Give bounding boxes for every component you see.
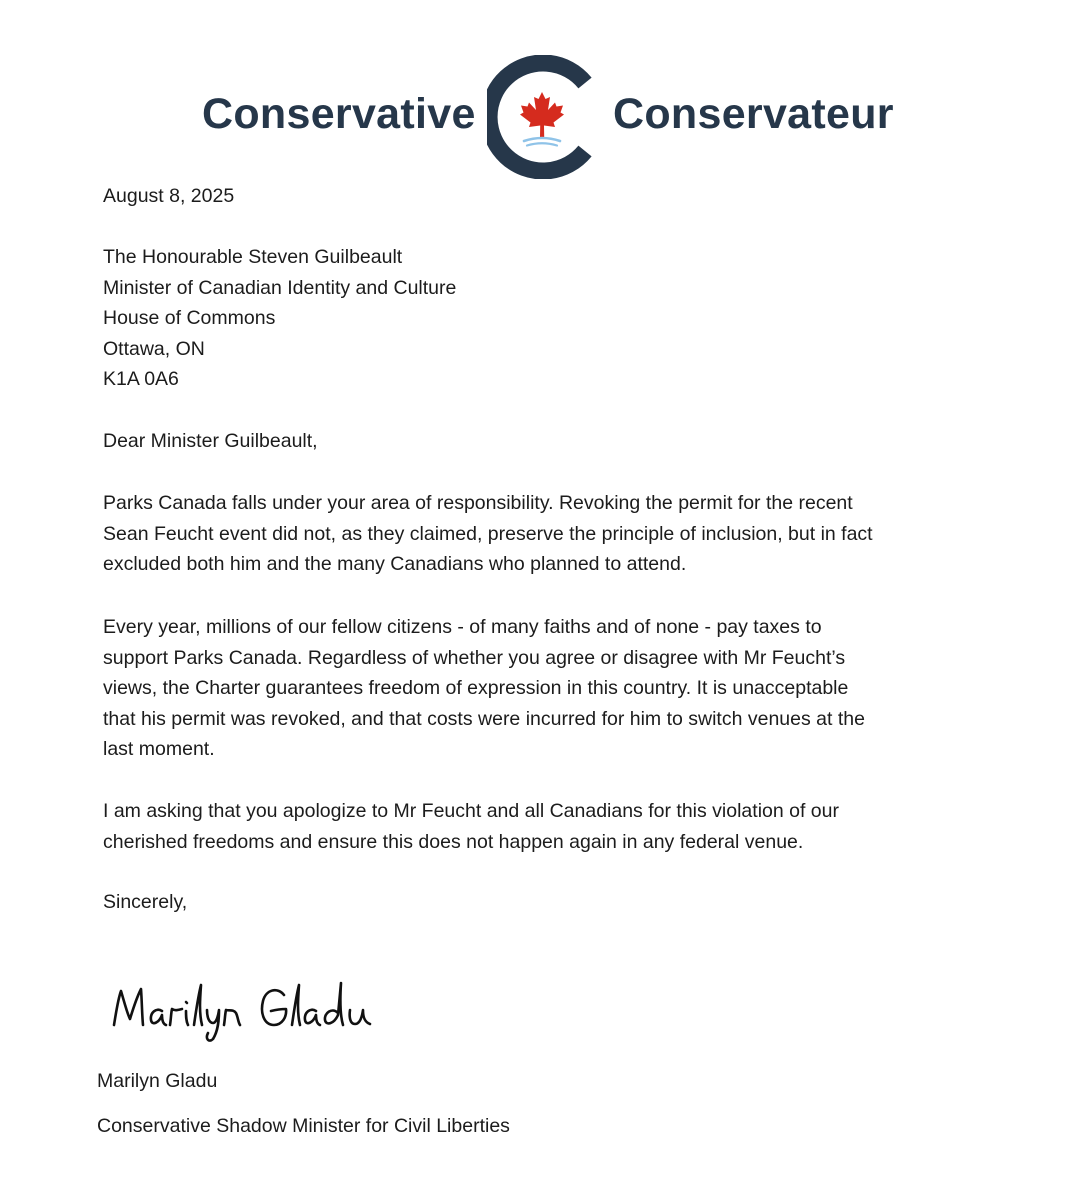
recipient-address (103, 242, 456, 395)
closing: Sincerely, (103, 891, 188, 913)
recipient-line: Ottawa, ON (103, 337, 205, 360)
signer-title: Conservative Shadow Minister for Civil Liberties (97, 1115, 510, 1137)
brand-name-english: Conservative (202, 90, 476, 138)
paragraph-line: Every year, millions of our fellow citizens - of many faiths and of none - pay taxes to (103, 616, 822, 638)
paragraph-line: I am asking that you apologize to Mr Feucht and all Canadians for this violation of our (103, 800, 839, 822)
paragraph-line: Sean Feucht event did not, as they claimed, preserve the principle of inclusion, but in fact (103, 522, 873, 545)
recipient-line: K1A 0A6 (103, 368, 179, 390)
recipient-line: House of Commons (103, 307, 276, 329)
letter-date: August 8, 2025 (103, 185, 235, 207)
paragraph-line: Parks Canada falls under your area of responsibility. Revoking the permit for the recent (103, 492, 853, 514)
paragraph-line: cherished freedoms and ensure this does not happen again in any federal venue. (103, 830, 804, 853)
paragraph-line: support Parks Canada. Regardless of whether you agree or disagree with Mr Feucht’s (103, 646, 846, 669)
paragraph-line: views, the Charter guarantees freedom of expression in this country. It is unacceptable (103, 677, 849, 699)
paragraph-line: excluded both him and the many Canadians who planned to attend. (103, 553, 687, 575)
body-paragraph-3 (103, 796, 983, 857)
signer-name: Marilyn Gladu (97, 1070, 218, 1092)
handwritten-signature (108, 975, 388, 1045)
letterhead (0, 55, 1080, 185)
recipient-line: Minister of Canadian Identity and Culture (103, 276, 457, 299)
body-paragraph-1 (103, 488, 983, 580)
paragraph-line: last moment. (103, 738, 215, 760)
recipient-line: The Honourable Steven Guilbeault (103, 246, 403, 268)
paragraph-line: that his permit was revoked, and that costs were incurred for him to switch venues at the (103, 707, 865, 730)
body-paragraph-2 (103, 612, 983, 765)
salutation: Dear Minister Guilbeault, (103, 430, 318, 452)
conservative-c-maple-leaf-icon (487, 55, 597, 179)
brand-name-french: Conservateur (613, 90, 894, 138)
